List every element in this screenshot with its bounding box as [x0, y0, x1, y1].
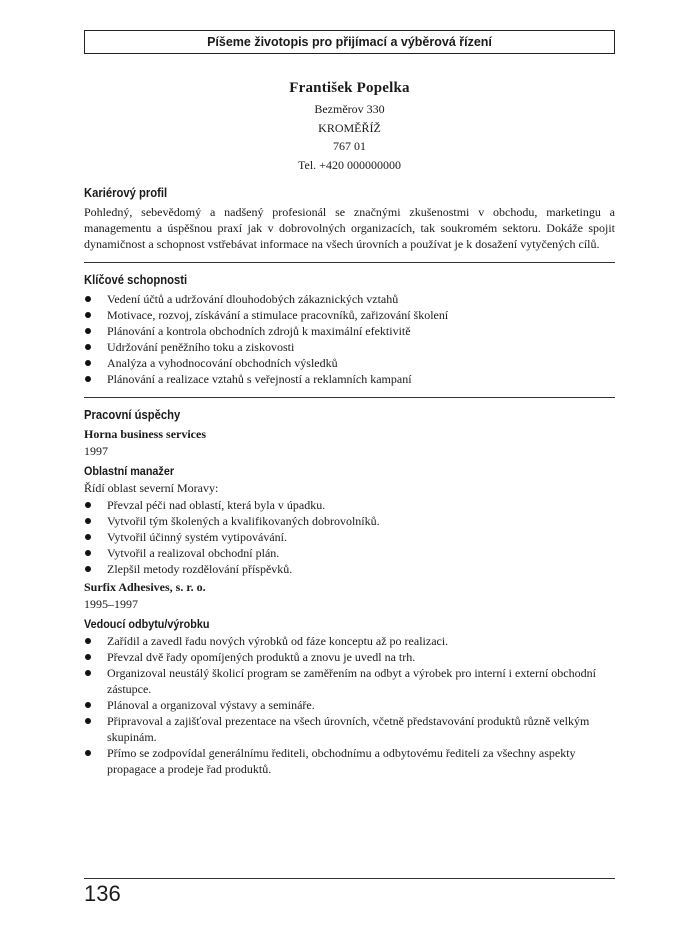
list-item: Převzal péči nad oblastí, která byla v úpadku. — [84, 497, 615, 513]
list-item: Motivace, rozvoj, získávání a stimulace pracovníků, zařizování školení — [84, 307, 615, 323]
bullet-icon — [85, 296, 91, 302]
bullet-icon — [85, 328, 91, 334]
bullet-icon — [85, 750, 91, 756]
job-achievements-list — [84, 633, 615, 777]
list-item: Vytvořil a realizoval obchodní plán. — [84, 545, 615, 561]
job-years: 1997 — [84, 444, 108, 458]
list-item: Plánoval a organizoval výstavy a semináře. — [84, 697, 615, 713]
company-name: Surfix Adhesives, s. r. o. — [84, 580, 206, 594]
resume-content — [84, 186, 615, 777]
bullet-icon — [85, 344, 91, 350]
company-name: Horna business services — [84, 427, 207, 441]
list-item: Vedení účtů a udržování dlouhodobých zákaznických vztahů — [84, 291, 615, 307]
bullet-icon — [85, 638, 91, 644]
job-role: Oblastní manažer — [84, 464, 175, 478]
list-item: Přímo se zodpovídal generálnímu řediteli, obchodnímu a odbytovému řediteli za všechny aspekty propagace a prodeje řad produktů. — [84, 745, 615, 777]
achievements-heading: Pracovní úspěchy — [84, 408, 181, 422]
page-number: 136 — [84, 881, 121, 906]
divider — [84, 397, 615, 398]
list-item: Vytvořil účinný systém vytipovávání. — [84, 529, 615, 545]
profile-heading: Kariérový profil — [84, 186, 168, 200]
bullet-icon — [85, 566, 91, 572]
running-header: Píšeme životopis pro přijímací a výběrová řízení — [84, 30, 615, 54]
address-street: Bezměrov 330 — [314, 102, 385, 116]
bullet-icon — [85, 654, 91, 660]
bullet-icon — [85, 702, 91, 708]
address-city: KROMĚŘÍŽ — [318, 120, 381, 135]
bullet-icon — [85, 670, 91, 676]
bullet-icon — [85, 534, 91, 540]
list-item: Organizoval neustálý školicí program se zaměřením na odbyt a výrobek pro interní i externí obchodní zástupce. — [84, 665, 615, 697]
job-role: Vedoucí odbytu/výrobku — [84, 617, 210, 631]
divider — [84, 262, 615, 263]
contact-block — [84, 80, 615, 174]
address-zip: 767 01 — [333, 139, 366, 153]
job-intro: Řídí oblast severní Moravy: — [84, 481, 219, 495]
bullet-icon — [85, 360, 91, 366]
bullet-icon — [85, 312, 91, 318]
footer-divider — [84, 878, 615, 879]
bullet-icon — [85, 718, 91, 724]
list-item: Plánování a realizace vztahů s veřejností a reklamních kampaní — [84, 371, 615, 387]
list-item: Analýza a vyhodnocování obchodních výsledků — [84, 355, 615, 371]
list-item: Udržování peněžního toku a ziskovosti — [84, 339, 615, 355]
job-achievements-list — [84, 497, 615, 577]
list-item: Převzal dvě řady opomíjených produktů a znovu je uvedl na trh. — [84, 649, 615, 665]
phone: Tel. +420 000000000 — [298, 157, 401, 172]
list-item: Zařídil a zavedl řadu nových výrobků od fáze konceptu až po realizaci. — [84, 633, 615, 649]
list-item: Připravoval a zajišťoval prezentace na všech úrovních, včetně představování produktů různě velkým skupinám. — [84, 713, 615, 745]
person-name: František Popelka — [289, 80, 410, 96]
list-item: Zlepšil metody rozdělování příspěvků. — [84, 561, 615, 577]
list-item: Vytvořil tým školených a kvalifikovaných dobrovolníků. — [84, 513, 615, 529]
list-item: Plánování a kontrola obchodních zdrojů k maximální efektivitě — [84, 323, 615, 339]
profile-text: Pohledný, sebevědomý a nadšený profesionál se značnými zkušenostmi v obchodu, marketingu a managementu a úspěšnou praxí jak v dobrovolných organizacích, tak soukromém sektoru. Dokáže spojit dynamičnost a schopnost vstřebávat informace na všech úrovních a používat je k dosažení vytyčených cílů. — [84, 205, 615, 251]
job-years: 1995–1997 — [84, 597, 138, 611]
bullet-icon — [85, 376, 91, 382]
bullet-icon — [85, 502, 91, 508]
job-entry — [84, 426, 615, 577]
bullet-icon — [85, 518, 91, 524]
job-entry — [84, 579, 615, 777]
skills-list — [84, 291, 615, 387]
bullet-icon — [85, 550, 91, 556]
skills-heading: Klíčové schopnosti — [84, 273, 188, 287]
